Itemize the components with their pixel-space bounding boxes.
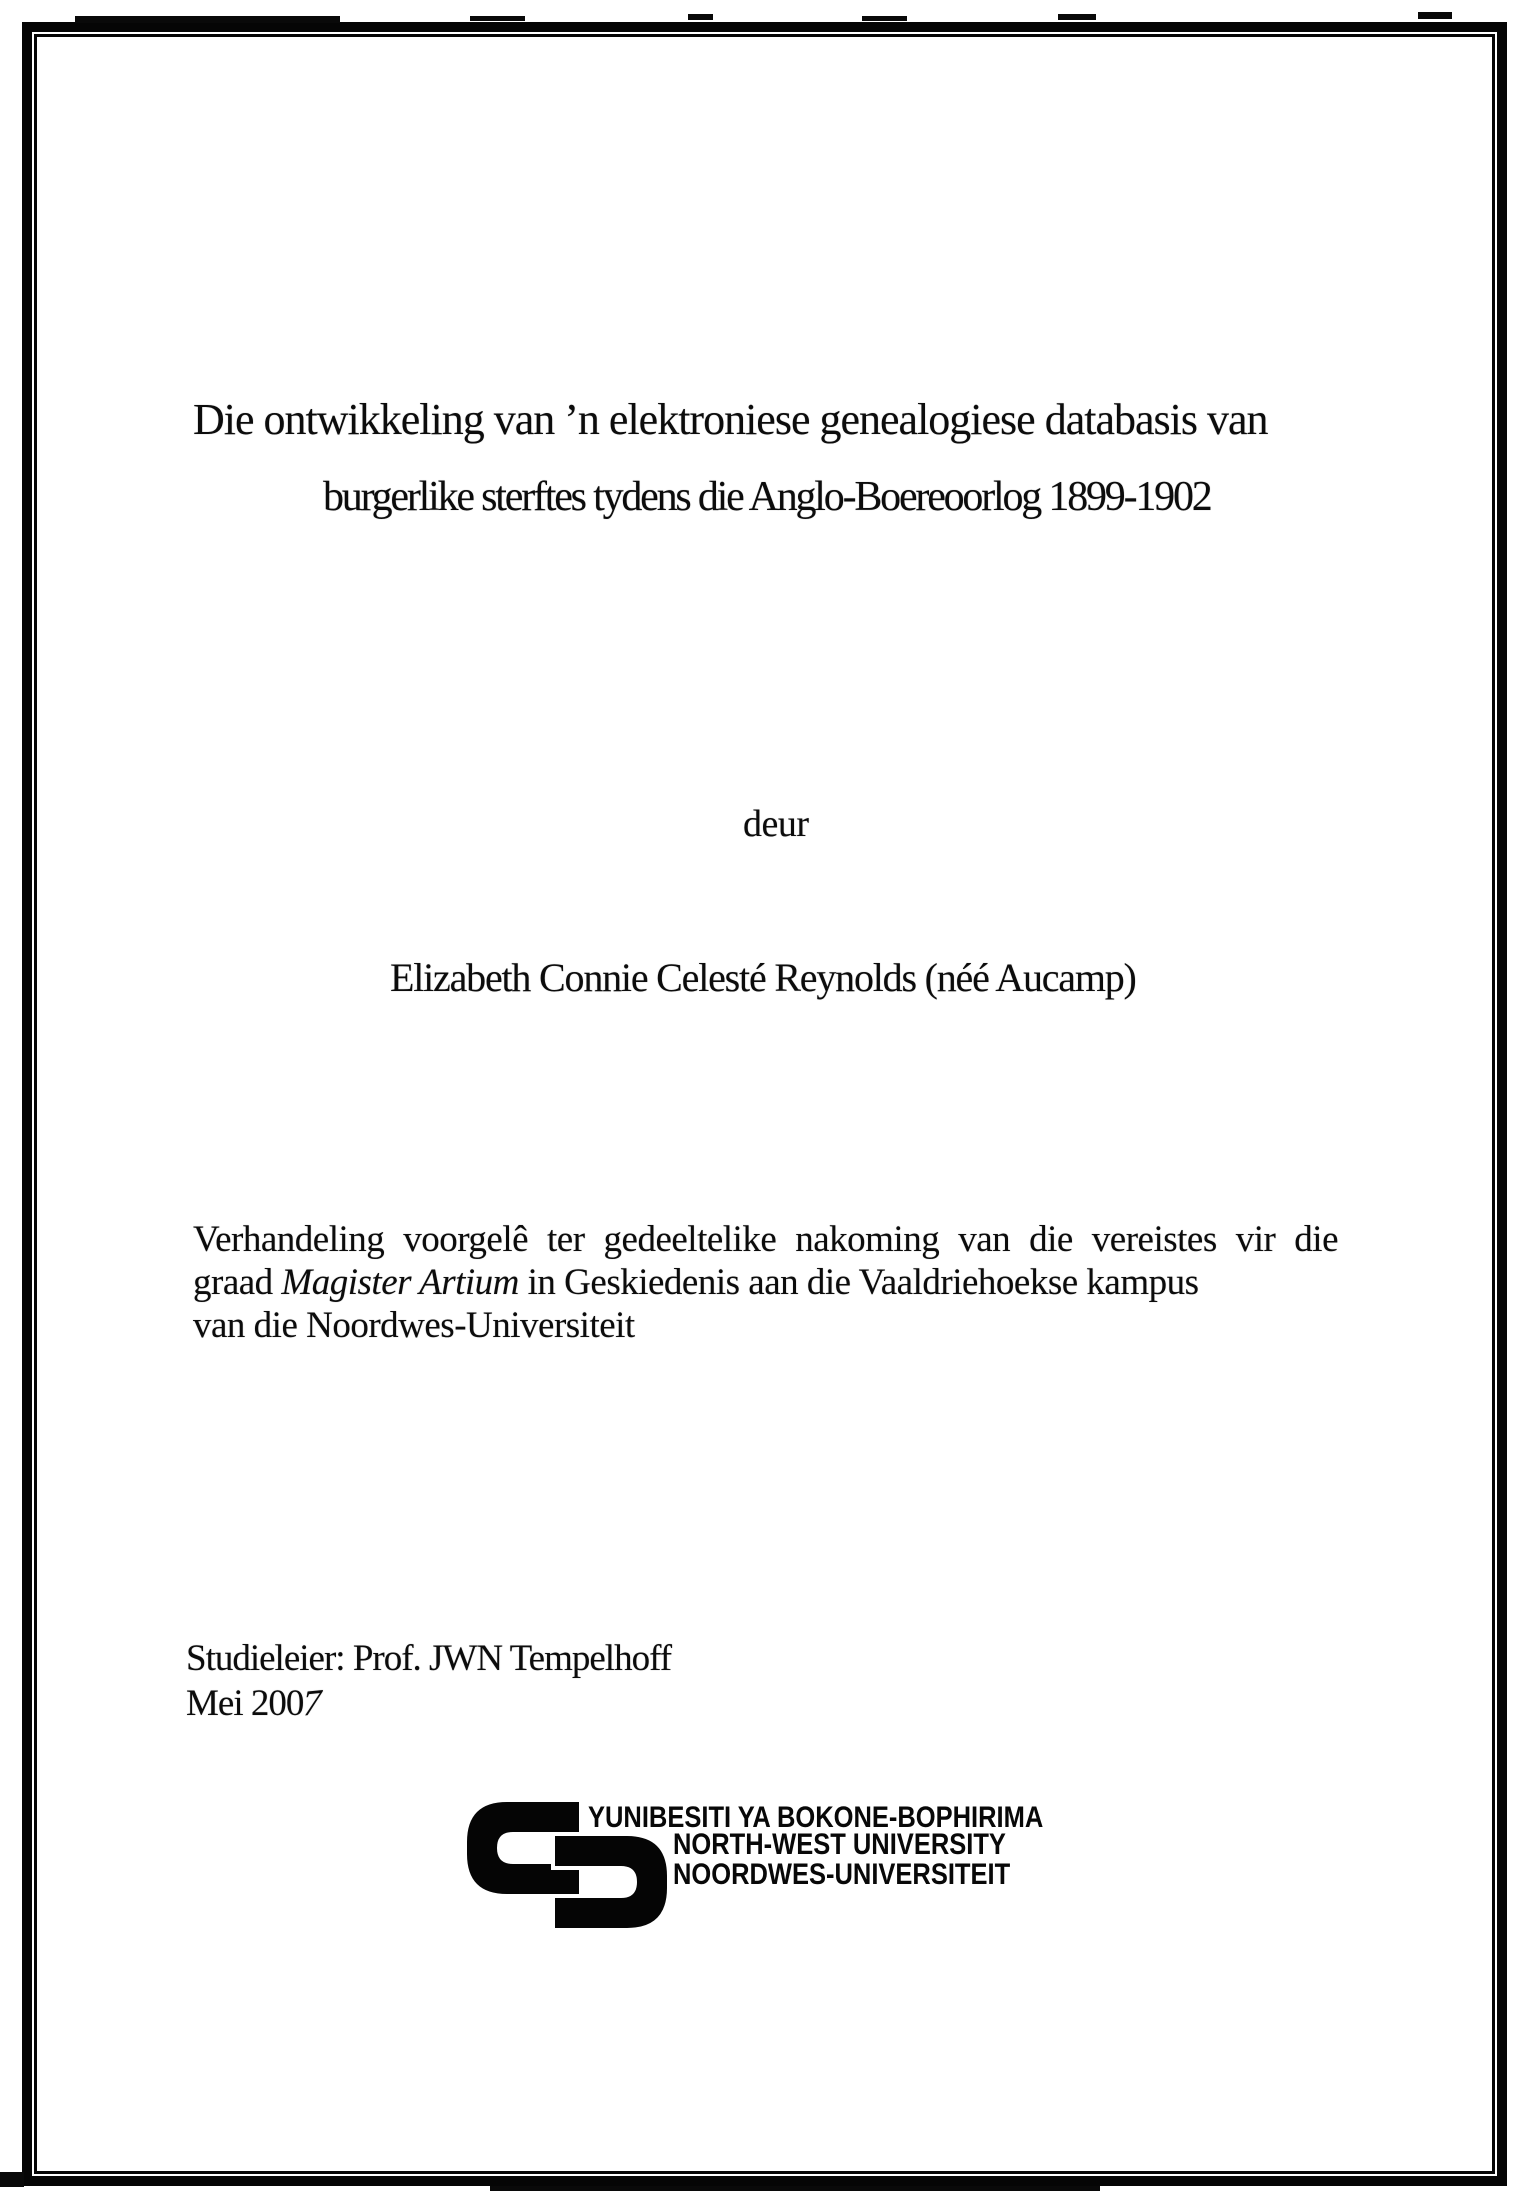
- date-last-digit: 7: [299, 1682, 325, 1725]
- degree-statement-line2: [193, 1261, 1338, 1304]
- author-name: Elizabeth Connie Celesté Reynolds (néé Aucamp): [390, 955, 1136, 1000]
- degree-statement-line3: van die Noordwes-Universiteit: [193, 1305, 635, 1346]
- scan-artifact: [862, 16, 907, 21]
- thesis-title-line2: burgerlike sterftes tydens die Anglo-Boereoorlog 1899-1902: [323, 474, 1211, 520]
- degree-statement: [193, 1218, 1338, 1347]
- scan-artifact: [0, 2172, 24, 2187]
- scan-artifact: [75, 16, 340, 23]
- logo-text-afrikaans: NOORDWES-UNIVERSITEIT: [673, 1858, 1011, 1891]
- supervisor-line: Studieleier: Prof. JWN Tempelhoff: [186, 1638, 672, 1679]
- scan-artifact: [1058, 14, 1096, 20]
- scan-artifact: [688, 14, 713, 20]
- degree-statement-line2-pre: graad: [193, 1262, 282, 1303]
- scan-artifact: [490, 2186, 1100, 2191]
- logo-text-setswana: YUNIBESITI YA BOKONE-BOPHIRIMA: [588, 1801, 1044, 1834]
- supervisor-block: [186, 1636, 671, 1726]
- byline: deur: [743, 803, 809, 845]
- degree-statement-line1: Verhandeling voorgelê ter gedeeltelike nakoming van die vereistes vir die: [193, 1219, 1338, 1260]
- thesis-title-line1: Die ontwikkeling van ’n elektroniese genealogiese databasis van: [193, 395, 1268, 444]
- degree-name-italic: Magister Artium: [281, 1262, 519, 1303]
- date-prefix: Mei 200: [186, 1683, 304, 1724]
- date-line: [186, 1681, 671, 1726]
- scan-artifact: [470, 16, 525, 21]
- scan-artifact: [1418, 12, 1452, 19]
- degree-statement-line2-post: in Geskiedenis aan die Vaaldriehoekse kampus: [518, 1262, 1199, 1303]
- logo-text-english: NORTH-WEST UNIVERSITY: [673, 1828, 1006, 1861]
